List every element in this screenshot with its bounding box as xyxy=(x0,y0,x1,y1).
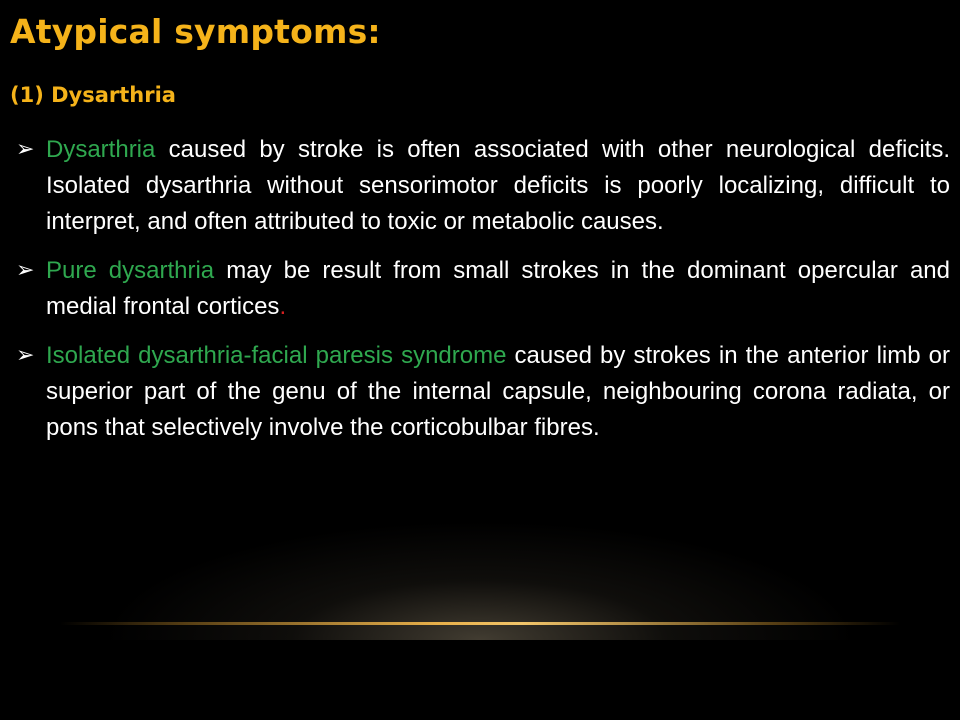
bullet-text: may be result from small strokes in the dominant opercular and medial frontal cortices xyxy=(46,257,950,320)
bullet-text: caused by strokes in the anterior limb or superior part of the genu of the internal capsule, neighbouring corona radiata, or pons that selectively involve the corticobulbar fibres. xyxy=(46,342,950,441)
slide-subtitle: (1) Dysarthria xyxy=(10,83,176,107)
bullet-end-period: . xyxy=(279,293,287,320)
arrowhead-bullet-icon: ➢ xyxy=(16,258,35,283)
arrowhead-bullet-icon: ➢ xyxy=(16,137,35,162)
bullet-list xyxy=(16,132,950,459)
slide-title: Atypical symptoms: xyxy=(10,12,381,51)
arrowhead-bullet-icon: ➢ xyxy=(16,343,35,368)
bullet-highlight: Isolated dysarthria-facial paresis syndrome xyxy=(46,342,507,369)
gold-divider-line xyxy=(60,622,900,625)
bullet-item xyxy=(16,132,950,240)
bullet-text: caused by stroke is often associated with other neurological deficits. Isolated dysarthria without sensorimotor deficits is poorly localizing, difficult to interpret, and often attributed to toxic or metabolic causes. xyxy=(46,136,950,235)
bullet-highlight: Pure dysarthria xyxy=(46,257,215,284)
bullet-item xyxy=(16,338,950,446)
bullet-item xyxy=(16,253,950,325)
bullet-highlight: Dysarthria xyxy=(46,136,156,163)
